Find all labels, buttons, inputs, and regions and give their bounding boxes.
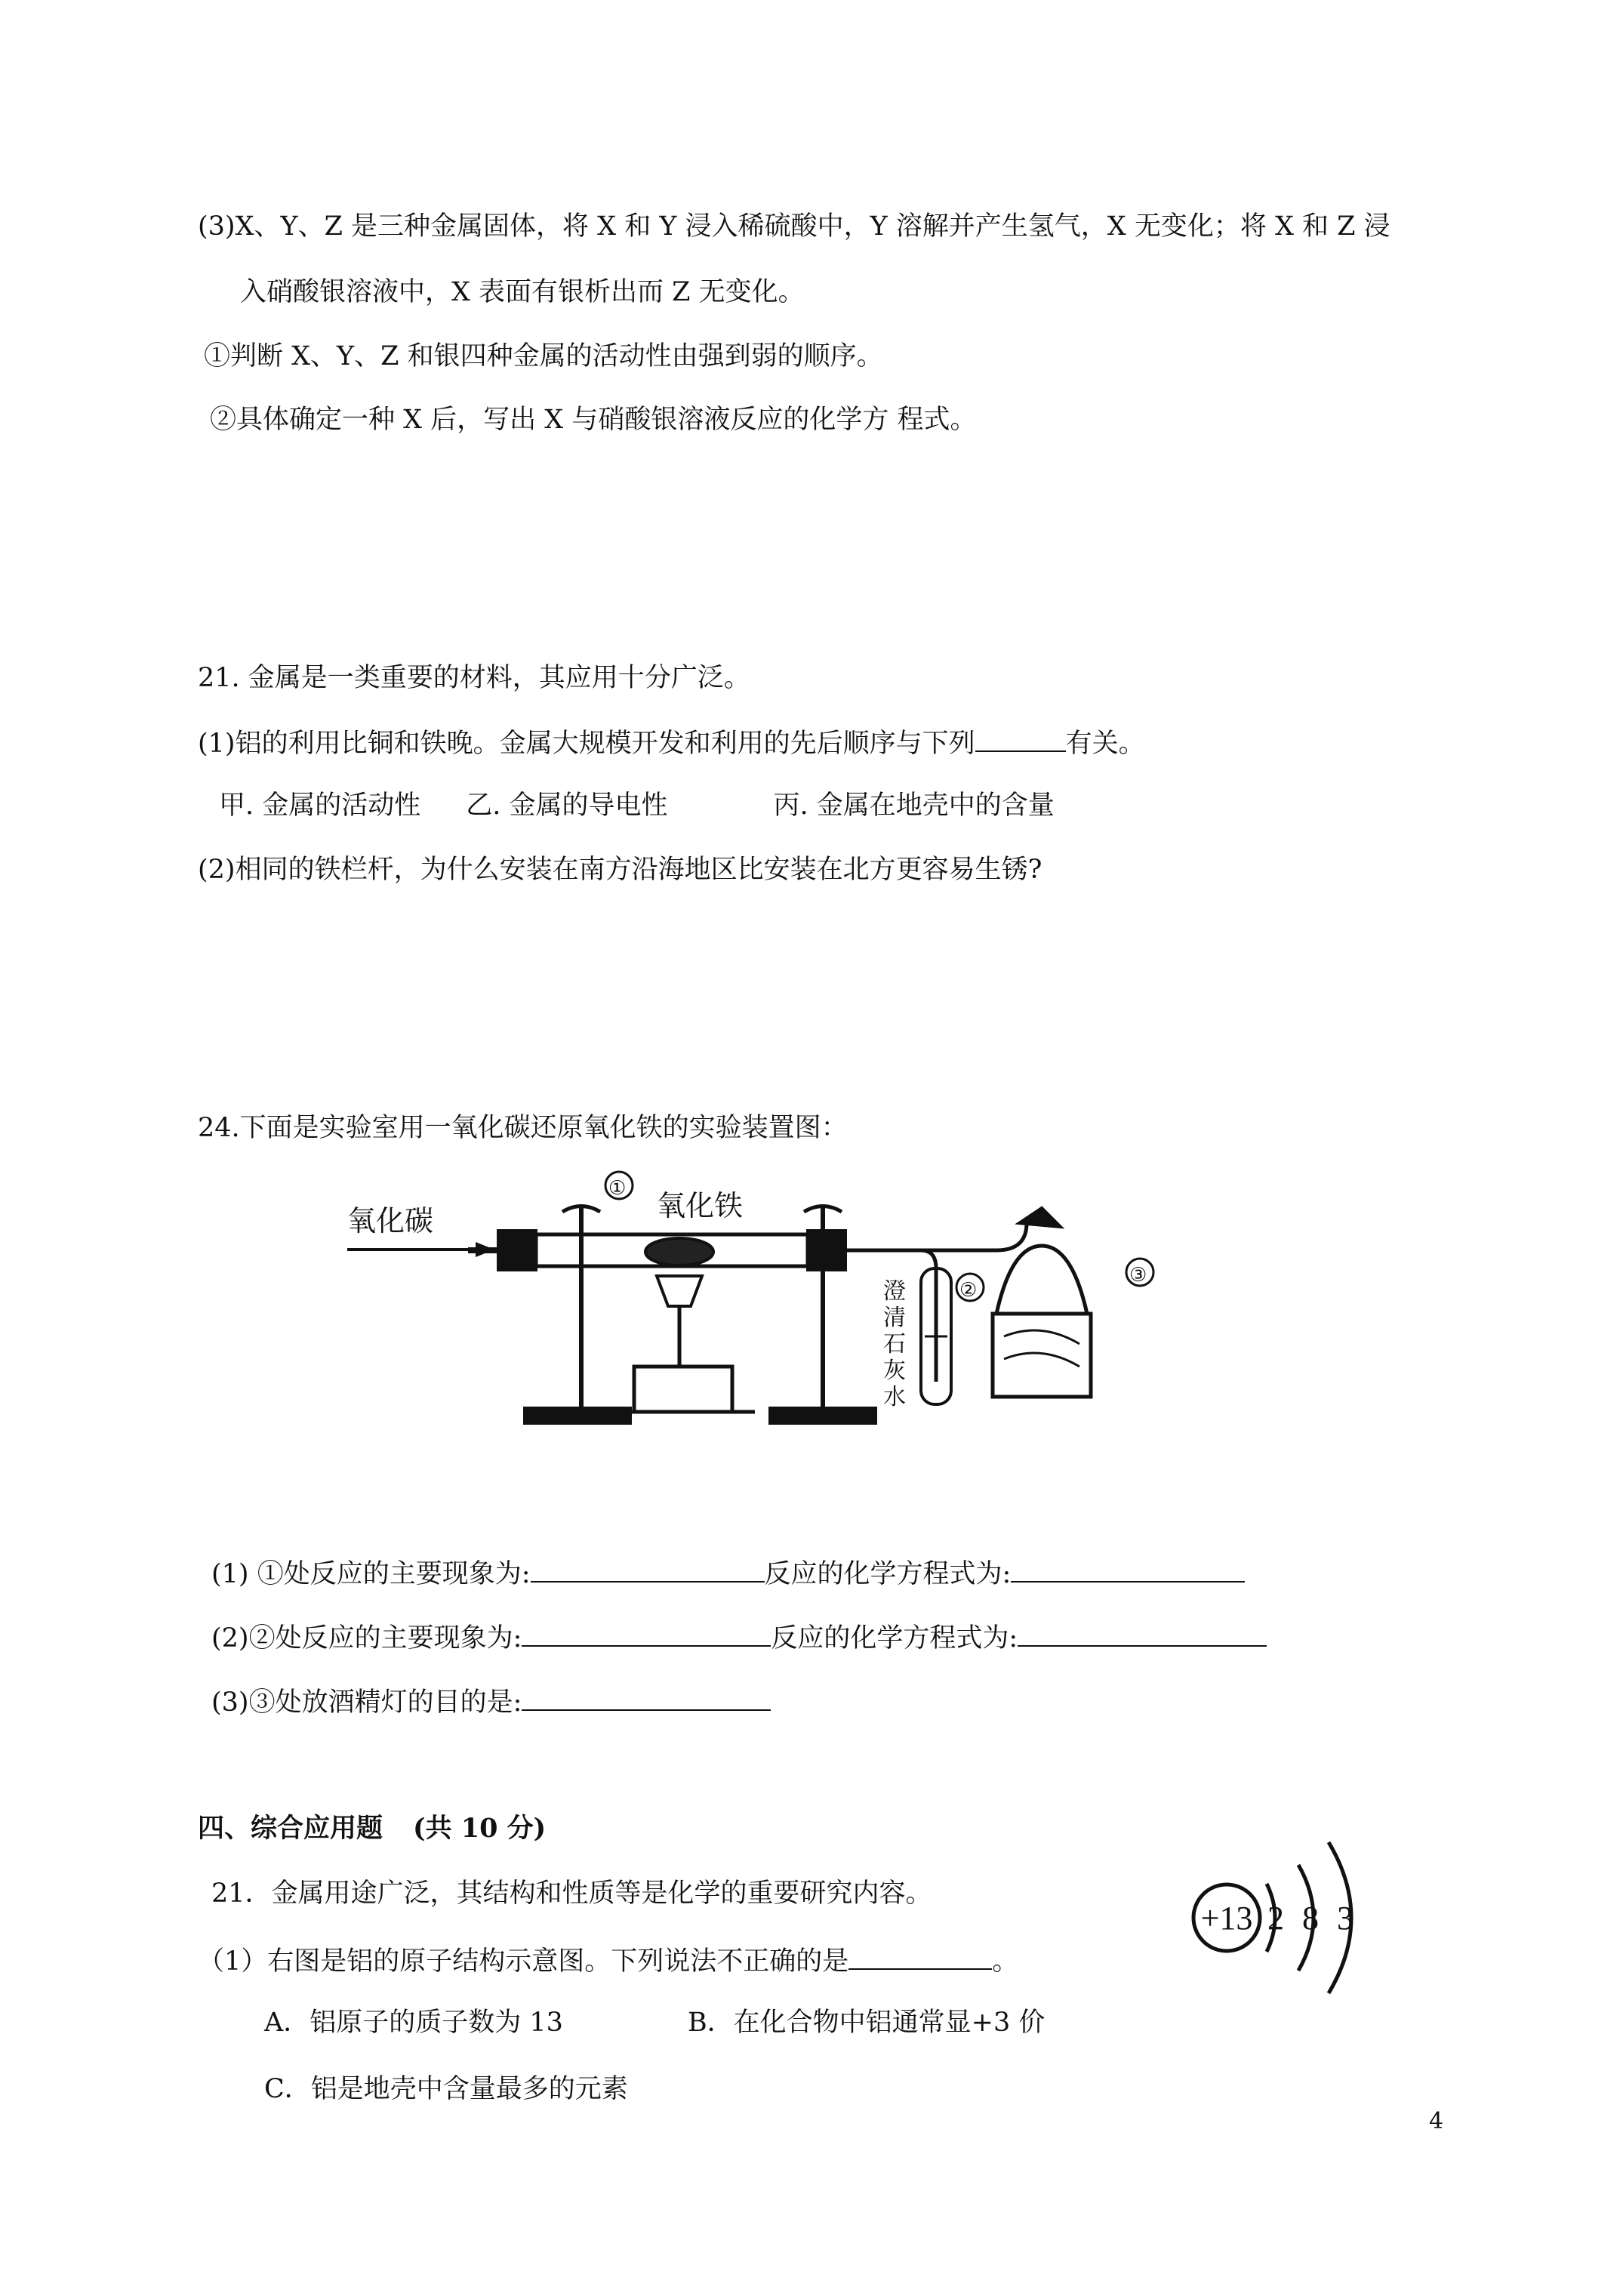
q24-title: 24.下面是实验室用一氧化碳还原氧化铁的实验装置图：	[198, 1113, 848, 1143]
right-stand-base	[770, 1408, 876, 1423]
page-number: 4	[1429, 2108, 1444, 2134]
option-a: A．铝原子的质子数为 13	[264, 2008, 563, 2038]
q3-sub1: ①判断 X、Y、Z 和银四种金属的活动性由强到弱的顺序。	[204, 341, 883, 371]
answer-blank[interactable]	[975, 725, 1066, 752]
alcohol-lamp	[996, 1246, 1087, 1314]
q24-p1-label: (1) ①处反应的主要现象为:	[211, 1559, 531, 1589]
q3-line1: (3)X、Y、Z 是三种金属固体，将 X 和 Y 浸入稀硫酸中，Y 溶解并产生氢气，X 无变化；将 X 和 Z 浸	[198, 211, 1390, 242]
limewater-char-5: 水	[883, 1384, 906, 1410]
q21b-options-ab	[264, 2006, 1045, 2039]
q24-p3	[211, 1684, 771, 1719]
shell2-electrons: 8	[1302, 1900, 1319, 1937]
q24-p2	[211, 1620, 1267, 1655]
q21b-p1	[198, 1943, 1018, 1978]
option-yi: 乙. 金属的导电性	[466, 791, 668, 821]
left-stopper	[498, 1231, 536, 1270]
shell1-electrons: 2	[1267, 1900, 1284, 1937]
q21a-p2: (2)相同的铁栏杆，为什么安装在南方沿海地区比安装在北方更容易生锈?	[198, 855, 1042, 885]
q24-p1-equation-label: 反应的化学方程式为:	[764, 1559, 1012, 1589]
q21b-p1-text: （1）右图是铝的原子结构示意图。下列说法不正确的是	[198, 1946, 849, 1977]
q21a-p1-before: (1)铝的利用比铜和铁晚。金属大规模开发和利用的先后顺序与下列	[198, 729, 975, 759]
section4-points: (共 10 分)	[413, 1813, 547, 1844]
q21a-p1-after: 有关。	[1065, 729, 1145, 759]
alcohol-lamp-flame	[1019, 1208, 1061, 1227]
iron-oxide-sample	[645, 1238, 713, 1265]
answer-blank[interactable]	[522, 1684, 771, 1711]
left-stand-base	[525, 1408, 630, 1423]
q24-p3-label: (3)③处放酒精灯的目的是:	[211, 1687, 522, 1718]
mark-2: ②	[959, 1279, 978, 1302]
q24-p1	[211, 1555, 1245, 1591]
answer-blank[interactable]	[531, 1555, 765, 1583]
section4-title: 四、综合应用题	[198, 1813, 383, 1844]
limewater-char-2: 清	[883, 1305, 906, 1331]
q24-p2-label: (2)②处反应的主要现象为:	[211, 1623, 522, 1653]
option-jia: 甲. 金属的活动性	[219, 791, 421, 821]
q21b-title: 21．金属用途广泛，其结构和性质等是化学的重要研究内容。	[211, 1878, 932, 1909]
burner-head	[657, 1276, 702, 1306]
right-stopper	[808, 1231, 845, 1270]
mark-3: ③	[1129, 1264, 1147, 1287]
limewater-char-1: 澄	[883, 1278, 906, 1305]
burner-base	[634, 1367, 732, 1412]
q21b-p1-end: 。	[992, 1946, 1019, 1977]
q21b-option-c: C．铝是地壳中含量最多的元素	[264, 2074, 628, 2104]
option-bing: 丙. 金属在地壳中的含量	[773, 791, 1055, 821]
shell3-electrons: 3	[1337, 1900, 1354, 1937]
co-reduction-apparatus-figure	[332, 1163, 1223, 1435]
limewater-char-4: 灰	[883, 1358, 906, 1384]
answer-blank[interactable]	[848, 1943, 992, 1970]
q21a-title: 21. 金属是一类重要的材料，其应用十分广泛。	[198, 663, 750, 693]
q21a-options	[219, 789, 1055, 822]
aluminum-atom-structure-diagram	[1178, 1827, 1374, 2001]
option-b: B．在化合物中铝通常显+3 价	[687, 2008, 1046, 2038]
label-fe2o3: 氧化铁	[657, 1189, 744, 1222]
lamp-block	[993, 1314, 1091, 1397]
section4-heading	[198, 1812, 546, 1845]
answer-blank[interactable]	[522, 1620, 771, 1647]
answer-blank[interactable]	[1018, 1620, 1267, 1647]
q24-p2-equation-label: 反应的化学方程式为:	[771, 1623, 1018, 1653]
nucleus-charge: +13	[1200, 1900, 1253, 1937]
limewater-char-3: 石	[883, 1331, 906, 1358]
q3-sub2: ②具体确定一种 X 后，写出 X 与硝酸银溶液反应的化学方 程式。	[210, 405, 977, 435]
q21a-p1	[198, 725, 1145, 760]
answer-blank[interactable]	[1011, 1555, 1245, 1583]
mark-1: ①	[608, 1177, 627, 1200]
q3-line2: 入硝酸银溶液中，X 表面有银析出而 Z 无变化。	[240, 277, 805, 307]
label-co: 氧化碳	[347, 1204, 434, 1237]
